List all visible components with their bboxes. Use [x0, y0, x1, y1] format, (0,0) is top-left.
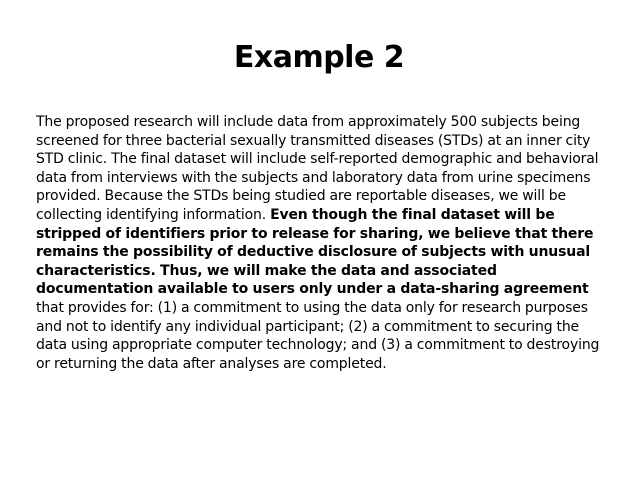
slide-title: Example 2	[233, 40, 405, 75]
slide-body-text	[36, 113, 606, 373]
body-bold-statement: Even though the final dataset will be stripped of identifiers prior to release for sharing, we believe that there remains the possibility of deductive disclosure of subjects with unusual characteristics. Thus, we will make the data and associated documentation available to users only under a data-sharing agreement	[36, 206, 594, 298]
body-intro-text: The proposed research will include data from approximately 500 subjects being screened for three bacterial sexually transmitted diseases (STDs) at an inner city STD clinic. The final dataset will include self-reported demographic and behavioral data from interviews with the subjects and laboratory data from urine specimens provided. Because the STDs being studied are reportable diseases, we will be collecting identifying information.	[36, 114, 599, 223]
body-conclusion-text: that provides for: (1) a commitment to using the data only for research purposes and not to identify any individual participant; (2) a commitment to securing the data using appropriate computer technology; and (3) a commitment to destroying or returning the data after analyses are completed.	[36, 299, 600, 372]
